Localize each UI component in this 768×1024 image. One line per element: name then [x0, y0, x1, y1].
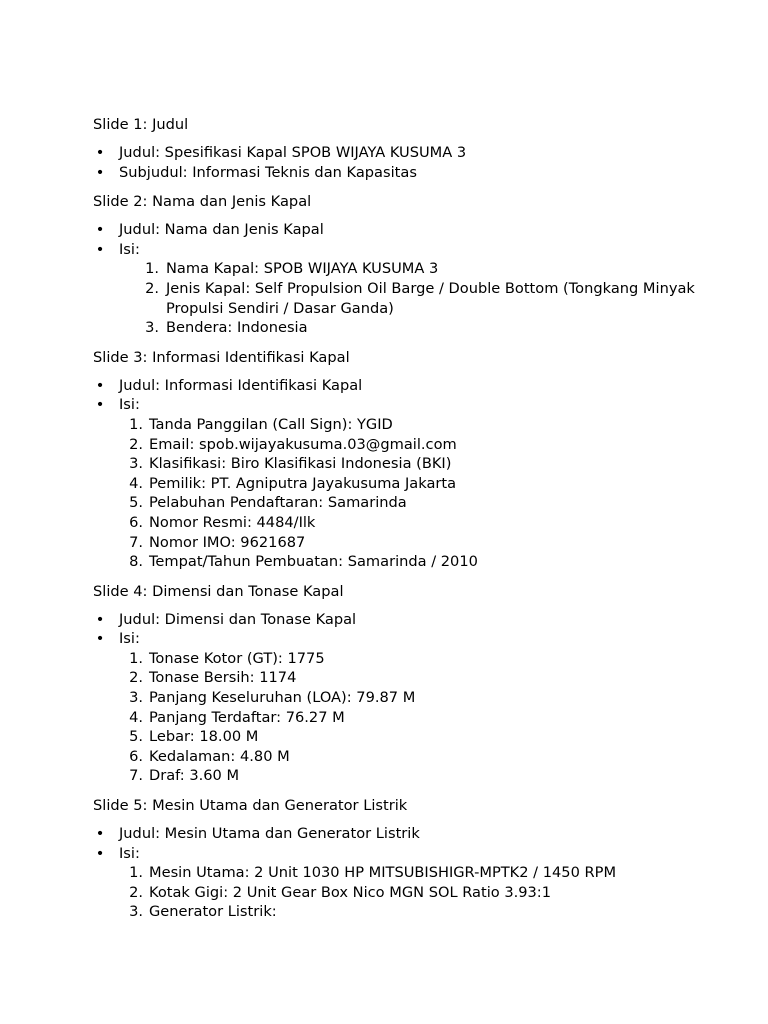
list-item-text: Kotak Gigi: 2 Unit Gear Box Nico MGN SOL Ratio 3.93:1	[149, 883, 552, 901]
list-number: 2.	[145, 279, 159, 297]
bullet-list	[93, 220, 713, 338]
bullet-item	[93, 844, 713, 864]
list-number: 6.	[129, 513, 143, 531]
slide-heading: Slide 4: Dimensi dan Tonase Kapal	[93, 582, 344, 600]
bullet-text: Subjudul: Informasi Teknis dan Kapasitas	[119, 163, 417, 181]
slide-heading: Slide 3: Informasi Identifikasi Kapal	[93, 348, 350, 366]
list-item-text: Email: spob.wijayakusuma.03@gmail.com	[149, 435, 457, 453]
bullet-dot-icon: •	[95, 221, 105, 239]
list-number: 1.	[145, 260, 159, 278]
list-item	[93, 513, 713, 533]
numbered-list	[93, 863, 713, 922]
list-item-text: Pelabuhan Pendaftaran: Samarinda	[149, 494, 407, 512]
list-item	[93, 747, 713, 767]
slide-heading: Slide 1: Judul	[93, 116, 189, 133]
list-item-text: Tonase Kotor (GT): 1775	[149, 649, 325, 667]
list-number: 3.	[129, 689, 143, 707]
list-item	[93, 533, 713, 553]
bullet-dot-icon: •	[95, 163, 105, 181]
list-item-text: Tanda Panggilan (Call Sign): YGID	[149, 415, 393, 433]
list-item-text: Draf: 3.60 M	[149, 767, 240, 785]
bullet-dot-icon: •	[95, 144, 105, 161]
list-item	[93, 415, 713, 435]
numbered-list	[93, 649, 713, 786]
bullet-text: Judul: Spesifikasi Kapal SPOB WIJAYA KUSUMA 3	[119, 144, 467, 161]
bullet-item	[93, 143, 713, 163]
list-number: 7.	[129, 533, 143, 551]
list-item	[93, 649, 713, 669]
slide-section-4	[93, 582, 713, 786]
list-item	[93, 552, 713, 572]
list-item	[93, 318, 713, 338]
bullet-item	[93, 610, 713, 630]
numbered-list	[93, 415, 713, 572]
bullet-text: Judul: Dimensi dan Tonase Kapal	[119, 610, 357, 628]
list-number: 2.	[129, 883, 143, 901]
bullet-item	[93, 629, 713, 649]
list-item	[93, 708, 713, 728]
bullet-list	[93, 376, 713, 572]
slide-section-2	[93, 192, 713, 338]
bullet-dot-icon: •	[95, 240, 105, 258]
list-item-text: Mesin Utama: 2 Unit 1030 HP MITSUBISHIGR-MPTK2 / 1450 RPM	[149, 864, 617, 882]
bullet-text: Isi:	[119, 240, 140, 258]
bullet-text: Isi:	[119, 630, 140, 648]
bullet-item	[93, 395, 713, 415]
list-number: 5.	[129, 494, 143, 512]
list-item-text: Tonase Bersih: 1174	[149, 669, 297, 687]
bullet-text: Isi:	[119, 844, 140, 862]
list-item	[93, 688, 713, 708]
bullet-dot-icon: •	[95, 396, 105, 414]
list-item-text: Lebar: 18.00 M	[149, 728, 259, 746]
list-item	[93, 454, 713, 474]
list-item	[93, 863, 713, 883]
bullet-item	[93, 220, 713, 240]
list-item	[93, 493, 713, 513]
bullet-text: Judul: Informasi Identifikasi Kapal	[119, 376, 363, 394]
list-number: 8.	[129, 553, 143, 571]
bullet-dot-icon: •	[95, 825, 105, 843]
list-item-text: Klasifikasi: Biro Klasifikasi Indonesia (BKI)	[149, 455, 452, 473]
list-number: 2.	[129, 435, 143, 453]
slide-heading: Slide 5: Mesin Utama dan Generator Listrik	[93, 797, 408, 815]
list-item	[93, 902, 713, 922]
list-item-text: Tempat/Tahun Pembuatan: Samarinda / 2010	[149, 553, 478, 571]
bullet-item	[93, 376, 713, 396]
list-number: 5.	[129, 728, 143, 746]
bullet-list	[93, 143, 713, 182]
list-item-text: Nama Kapal: SPOB WIJAYA KUSUMA 3	[166, 260, 439, 278]
list-item-text: Generator Listrik:	[149, 903, 277, 921]
bullet-dot-icon: •	[95, 376, 105, 394]
list-item-text: Nomor Resmi: 4484/Ilk	[149, 513, 316, 531]
list-item-text: Pemilik: PT. Agniputra Jayakusuma Jakarta	[149, 474, 457, 492]
list-item-text: Panjang Terdaftar: 76.27 M	[149, 708, 345, 726]
slide-section-5	[93, 796, 713, 922]
bullet-list	[93, 610, 713, 786]
list-item	[93, 279, 713, 318]
bullet-dot-icon: •	[95, 630, 105, 648]
list-number: 4.	[129, 708, 143, 726]
list-item-text: Kedalaman: 4.80 M	[149, 747, 290, 765]
list-item-text: Nomor IMO: 9621687	[149, 533, 306, 551]
slide-heading: Slide 2: Nama dan Jenis Kapal	[93, 193, 312, 211]
list-number: 3.	[145, 319, 159, 337]
list-number: 7.	[129, 767, 143, 785]
list-number: 6.	[129, 747, 143, 765]
list-item	[93, 727, 713, 747]
list-number: 1.	[129, 415, 143, 433]
list-item	[93, 435, 713, 455]
list-number: 1.	[129, 649, 143, 667]
list-number: 2.	[129, 669, 143, 687]
list-item	[93, 883, 713, 903]
document-body	[93, 115, 713, 932]
bullet-dot-icon: •	[95, 844, 105, 862]
list-item-text: Jenis Kapal: Self Propulsion Oil Barge / Double Bottom (Tongkang Minyak Propulsi Sendiri / Dasar Ganda)	[166, 279, 695, 317]
bullet-list	[93, 824, 713, 922]
list-item	[93, 259, 713, 279]
bullet-item	[93, 824, 713, 844]
slide-section-3	[93, 348, 713, 572]
list-number: 3.	[129, 455, 143, 473]
numbered-list	[93, 259, 713, 337]
list-item	[93, 474, 713, 494]
list-item	[93, 766, 713, 786]
bullet-item	[93, 163, 713, 183]
bullet-text: Judul: Nama dan Jenis Kapal	[119, 221, 324, 239]
bullet-text: Isi:	[119, 396, 140, 414]
bullet-item	[93, 240, 713, 260]
list-number: 1.	[129, 864, 143, 882]
bullet-text: Judul: Mesin Utama dan Generator Listrik	[119, 825, 420, 843]
slide-section-1	[93, 115, 713, 182]
bullet-dot-icon: •	[95, 610, 105, 628]
list-item	[93, 668, 713, 688]
list-item-text: Panjang Keseluruhan (LOA): 79.87 M	[149, 689, 416, 707]
list-number: 4.	[129, 474, 143, 492]
list-item-text: Bendera: Indonesia	[166, 319, 308, 337]
list-number: 3.	[129, 903, 143, 921]
